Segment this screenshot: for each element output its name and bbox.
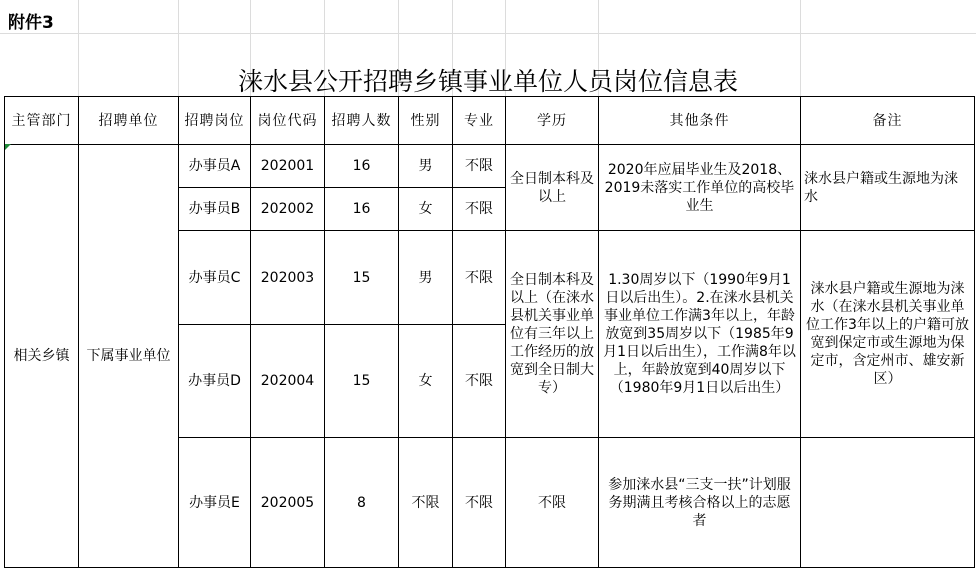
header-cell[interactable]: 招聘岗位	[179, 97, 251, 145]
count-cell[interactable]: 16	[325, 188, 399, 231]
count-cell[interactable]: 8	[325, 438, 399, 568]
post-cell[interactable]: 办事员A	[179, 145, 251, 188]
header-cell[interactable]: 性别	[399, 97, 453, 145]
header-row	[5, 97, 975, 145]
header-cell[interactable]: 备注	[801, 97, 975, 145]
conditions-cell[interactable]: 2020年应届毕业生及2018、2019未落实工作单位的高校毕业生	[599, 145, 801, 231]
remark-cell[interactable]: 涞水县户籍或生源地为涞水（在涞水县机关事业单位工作3年以上的户籍可放宽到保定市或生源地为保定市，含定州市、雄安新区）	[801, 231, 975, 438]
count-cell[interactable]: 15	[325, 325, 399, 438]
major-cell[interactable]: 不限	[453, 325, 506, 438]
post-cell[interactable]: 办事员D	[179, 325, 251, 438]
code-cell[interactable]: 202004	[251, 325, 325, 438]
code-cell[interactable]: 202003	[251, 231, 325, 325]
header-cell[interactable]: 学历	[506, 97, 599, 145]
gridline	[0, 33, 976, 34]
conditions-cell[interactable]: 1.30周岁以下（1990年9月1日以后出生）。2.在涞水县机关事业单位工作满3年以上，年龄放宽到35周岁以下（1985年9月1日以后出生），工作满8年以上，年龄放宽到40周岁以下（1980年9月1日以后出生）	[599, 231, 801, 438]
attachment-label[interactable]: 附件3	[8, 13, 54, 33]
education-cell[interactable]: 全日制本科及以上	[506, 145, 599, 231]
education-cell[interactable]: 全日制本科及以上（在涞水县机关事业单位有三年以上工作经历的放宽到全日制大专）	[506, 231, 599, 438]
count-cell[interactable]: 16	[325, 145, 399, 188]
department-cell[interactable]: 相关乡镇	[5, 145, 79, 568]
gender-cell[interactable]: 女	[399, 325, 453, 438]
header-cell[interactable]: 其他条件	[599, 97, 801, 145]
major-cell[interactable]: 不限	[453, 231, 506, 325]
header-cell[interactable]: 招聘人数	[325, 97, 399, 145]
major-cell[interactable]: 不限	[453, 145, 506, 188]
code-cell[interactable]: 202001	[251, 145, 325, 188]
page-title[interactable]: 涞水县公开招聘乡镇事业单位人员岗位信息表	[237, 67, 738, 96]
header-cell[interactable]: 招聘单位	[79, 97, 179, 145]
remark-cell[interactable]: 涞水县户籍或生源地为涞水	[801, 145, 975, 231]
job-table	[4, 96, 975, 568]
count-cell[interactable]: 15	[325, 231, 399, 325]
header-cell[interactable]: 专业	[453, 97, 506, 145]
major-cell[interactable]: 不限	[453, 438, 506, 568]
post-cell[interactable]: 办事员E	[179, 438, 251, 568]
gender-cell[interactable]: 女	[399, 188, 453, 231]
header-cell[interactable]: 主管部门	[5, 97, 79, 145]
code-cell[interactable]: 202005	[251, 438, 325, 568]
header-cell[interactable]: 岗位代码	[251, 97, 325, 145]
unit-cell[interactable]: 下属事业单位	[79, 145, 179, 568]
remark-cell[interactable]	[801, 438, 975, 568]
post-cell[interactable]: 办事员C	[179, 231, 251, 325]
gender-cell[interactable]: 男	[399, 231, 453, 325]
cell-comment-indicator	[5, 144, 11, 150]
code-cell[interactable]: 202002	[251, 188, 325, 231]
major-cell[interactable]: 不限	[453, 188, 506, 231]
education-cell[interactable]: 不限	[506, 438, 599, 568]
gender-cell[interactable]: 不限	[399, 438, 453, 568]
post-cell[interactable]: 办事员B	[179, 188, 251, 231]
conditions-cell[interactable]: 参加涞水县“三支一扶”计划服务期满且考核合格以上的志愿者	[599, 438, 801, 568]
table-row	[5, 145, 975, 188]
gender-cell[interactable]: 男	[399, 145, 453, 188]
